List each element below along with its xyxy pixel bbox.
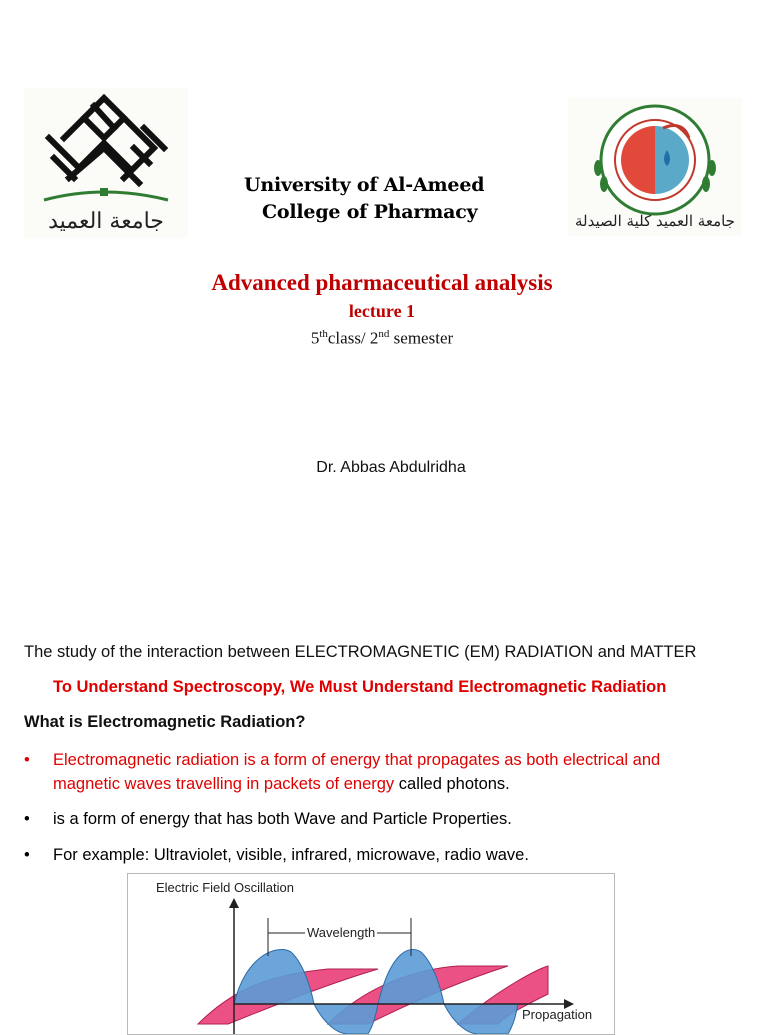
class-number: 5 [310,328,320,348]
wavelength-label: Wavelength [307,925,376,940]
university-name: University of Al-Ameed [244,174,485,196]
left-logo-caption: جامعة العميد [48,209,164,234]
intro-text: The study of the interaction between ELECTROMAGNETIC (EM) RADIATION and MATTER [24,643,697,661]
right-logo-caption: جامعة العميد كلية الصيدلة [575,212,735,230]
course-title: Advanced pharmaceutical analysis [211,270,553,295]
semester-text: semester [393,328,454,348]
bullet-line-red: magnetic waves travelling in packets of energy [53,775,395,793]
bullet-text: For example: Ultraviolet, visible, infrared, microwave, radio wave. [53,846,529,864]
calligraphy-logo-icon [24,88,188,208]
bullet-dot: • [24,751,30,769]
electric-wave-lobe [314,1004,378,1034]
class-suffix: th [319,328,328,340]
class-text: class/ 2 [327,328,379,348]
propagation-label: Propagation [522,1007,593,1022]
pharmacy-seal-icon [568,98,742,218]
bullet-line: Electromagnetic radiation is a form of energy that propagates as both electrical and [53,751,661,769]
author-name: Dr. Abbas Abdulridha [316,459,466,476]
electric-wave-lobe [444,1004,518,1034]
bullet-line-black: called photons. [394,775,510,793]
university-logo-left [24,88,188,238]
electric-wave-lobe [378,950,444,1004]
college-name: College of Pharmacy [262,201,478,223]
em-wave-diagram [127,873,615,1035]
axis-arrow-up-icon [229,898,239,908]
section-question: What is Electromagnetic Radiation? [24,713,306,731]
semester-suffix: nd [378,328,390,340]
electric-wave-lobe [234,950,314,1004]
section-subheading: To Understand Spectroscopy, We Must Understand Electromagnetic Radiation [53,678,667,696]
lecture-number: lecture 1 [348,301,416,321]
bullet-dot: • [24,846,30,864]
bullet-dot: • [24,810,30,828]
college-logo-right [568,98,742,236]
efield-label: Electric Field Oscillation [156,880,294,895]
bullet-text: is a form of energy that has both Wave and Particle Properties. [53,810,512,828]
class-semester-line [0,328,764,349]
